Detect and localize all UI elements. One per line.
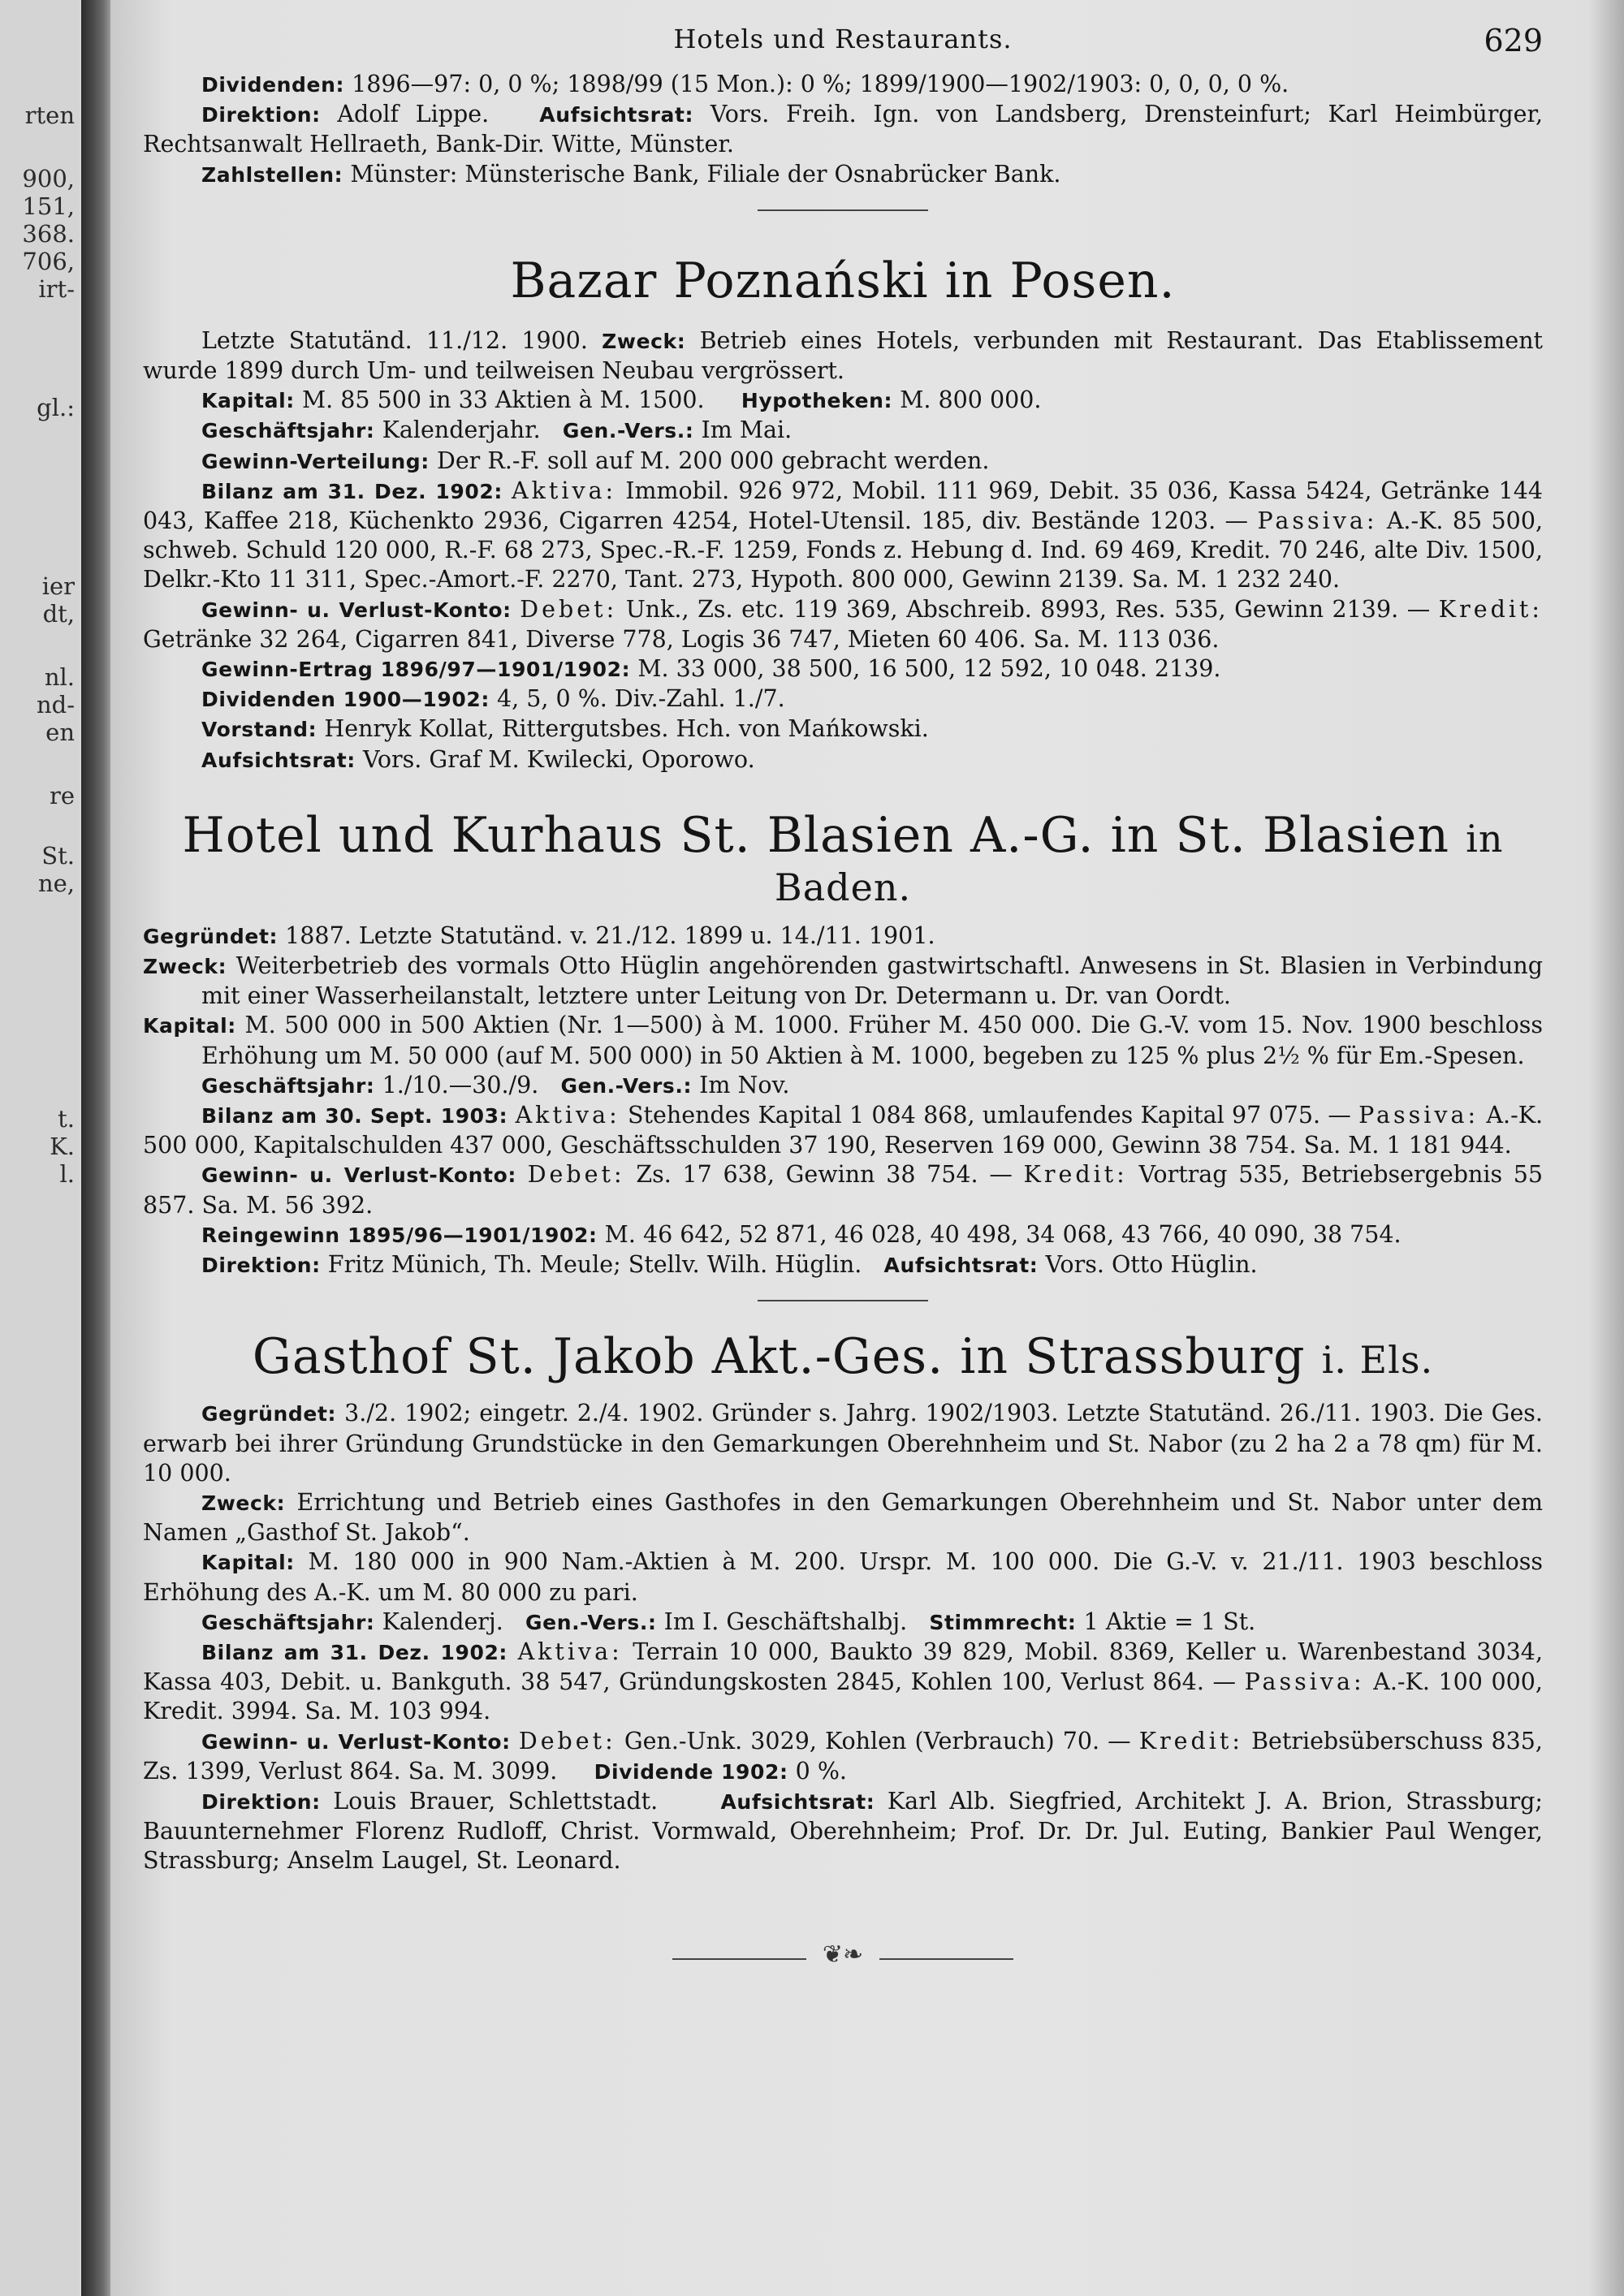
gewinn-verlust-konto (143, 595, 1543, 654)
value-passiva: A.-K. 500 000, Kapitalschulden 437 000, Geschäftsschulden 37 190, Reserven 169 000, Gewinn 38 754. Sa. M. 1 181 944. (143, 1102, 1544, 1159)
value-dividenden: 4, 5, 0 %. Div.-Zahl. 1./7. (497, 685, 785, 713)
ornament-line-left (672, 1958, 806, 1960)
book-gutter (81, 0, 110, 2296)
label-aufsichtsrat: Aufsichtsrat: (883, 1254, 1039, 1278)
label-direktion: Direktion: (201, 103, 321, 127)
value-kredit: Getränke 32 264, Cigarren 841, Diverse 778, Logis 36 747, Mieten 60 406. Sa. M. 113 036. (143, 625, 1220, 653)
value-zweck: Errichtung und Betrieb eines Gasthofes in den Gemarkungen Oberehnheim und St. Nabor unter dem Namen „Gasthof St. Jakob“. (143, 1488, 1544, 1547)
word-debet: Debet: (520, 595, 618, 623)
margin-fragment: ne, (37, 870, 75, 897)
margin-fragment: l. (59, 1160, 75, 1188)
word-kredit: Kredit: (1138, 1727, 1243, 1754)
section-divider (758, 1300, 928, 1301)
label-gewinn-ertrag: Gewinn-Ertrag 1896/97—1901/1902: (201, 658, 631, 682)
value-gegruendet: 3./2. 1902; eingetr. 2./4. 1902. Gründer s. Jahrg. 1902/1903. Letzte Statutänd. 26./11. 1903. Die Ges. erwarb bei ihrer Gründung Grundstücke in den Gemarkungen Oberehnheim und St. Nabor (zu 2 ha 2 a 78 qm) für M. 10 000. (143, 1400, 1543, 1487)
label-gegruendet: Gegründet: (201, 1402, 337, 1426)
label-geschaeftsjahr: Geschäftsjahr: (201, 419, 375, 443)
previous-page-strip (0, 0, 80, 2296)
value-aktiva: Immobil. 926 972, Mobil. 111 969, Debit. 35 036, Kassa 5424, Getränke 144 043, Kaffee 218, Küchenkto 2936, Cigarren 4254, Hotel-Utensil. 185, div. Bestände 1203. — (143, 477, 1544, 535)
label-geschaeftsjahr: Geschäftsjahr: (201, 1073, 375, 1098)
word-kredit: Kredit: (1438, 595, 1543, 623)
gewinn-verlust-konto (143, 1727, 1543, 1787)
value-aktiva: Stehendes Kapital 1 084 868, umlaufendes Kapital 97 075. — (628, 1102, 1351, 1129)
margin-fragment: 151, (22, 192, 75, 220)
vorstand (143, 714, 1543, 744)
margin-fragment: dt, (42, 600, 75, 628)
geschaeftsjahr-genvers (143, 416, 1543, 446)
label-genvers: Gen.-Vers.: (525, 1610, 657, 1634)
value-gewinnverteilung: Der R.-F. soll auf M. 200 000 gebracht werden. (436, 447, 990, 474)
value-zahlstellen: Münster: Münsterische Bank, Filiale der Osnabrücker Bank. (350, 160, 1061, 188)
bilanz (143, 1638, 1543, 1727)
label-aufsichtsrat: Aufsichtsrat: (720, 1789, 875, 1814)
value-direktion: Louis Brauer, Schlettstadt. (333, 1787, 659, 1815)
gegruendet (143, 1399, 1543, 1488)
entry-title: Bazar Poznański in Posen. (510, 252, 1176, 309)
value-statut: Letzte Statutänd. 11./12. 1900. (201, 326, 588, 354)
end-ornament (672, 1940, 1013, 1969)
entry-st-blasien (143, 806, 1544, 1301)
value-gewinn-ertrag: M. 33 000, 38 500, 16 500, 12 592, 10 048. 2139. (637, 655, 1221, 683)
value-kapital: M. 180 000 in 900 Nam.-Aktien à M. 200. Urspr. M. 100 000. Die G.-V. v. 21./11. 1903 beschloss Erhöhung des A.-K. um M. 80 000 zu pari. (143, 1548, 1543, 1606)
value-dividende: 0 %. (795, 1757, 847, 1785)
label-kapital: Kapital: (201, 389, 295, 413)
value-genvers: Im I. Geschäftshalbj. (663, 1608, 908, 1635)
value-hypotheken: M. 800 000. (900, 386, 1042, 414)
label-stimmrecht: Stimmrecht: (929, 1610, 1077, 1634)
value-dividenden: 1896—97: 0, 0 %; 1898/99 (15 Mon.): 0 %; 1899/1900—1902/1903: 0, 0, 0, 0 %. (352, 71, 1289, 97)
entry-title-main: Gasthof St. Jakob Akt.-Ges. in Strassburg (252, 1328, 1306, 1386)
entry-title-main: Hotel und Kurhaus St. Blasien A.-G. in St. Blasien (182, 806, 1450, 864)
label-vorstand: Vorstand: (201, 718, 317, 742)
value-reingewinn: M. 46 642, 52 871, 46 028, 40 498, 34 068, 43 766, 40 090, 38 754. (604, 1220, 1402, 1248)
margin-fragment: ier (41, 572, 75, 600)
label-direktion: Direktion: (201, 1789, 321, 1814)
gewinnverteilung (143, 447, 1543, 477)
label-dividende: Dividende 1902: (594, 1759, 788, 1784)
label-genvers: Gen.-Vers.: (560, 1073, 693, 1098)
label-gewinnverteilung: Gewinn-Verteilung: (201, 449, 430, 473)
value-kredit: Vortrag 535, Betriebsergebnis 55 857. Sa. M. 56 392. (143, 1161, 1544, 1219)
ornament-line-right (879, 1958, 1013, 1960)
value-direktion: Adolf Lippe. (337, 101, 490, 128)
value-passiva: A.-K. 85 500, schweb. Schuld 120 000, R.-F. 68 273, Spec.-R.-F. 1259, Fonds z. Hebung d. Ind. 69 469, Kredit. 70 246, alte Div. 1500, Delkr.-Kto 11 311, Spec.-Amort.-F. 2270, Tant. 273, Hypoth. 800 000, Gewinn 2139. Sa. M. 1 232 240. (143, 507, 1544, 593)
word-passiva: Passiva: (1257, 507, 1378, 535)
margin-fragment: t. (58, 1105, 75, 1133)
value-debet: Gen.-Unk. 3029, Kohlen (Verbrauch) 70. — (624, 1727, 1131, 1754)
margin-fragment: 900, (22, 165, 75, 192)
value-geschaeftsjahr: Kalenderjahr. (382, 416, 541, 444)
running-title: Hotels und Restaurants. (673, 24, 1013, 54)
label-zweck: Zweck: (602, 329, 686, 353)
label-aufsichtsrat: Aufsichtsrat: (539, 103, 694, 127)
margin-fragment: nd- (36, 691, 75, 719)
label-bilanz: Bilanz am 30. Sept. 1903: (201, 1104, 508, 1129)
value-zweck: Betrieb eines Hotels, verbunden mit Restaurant. Das Etablissement wurde 1899 durch Um- und teilweisen Neubau vergrössert. (143, 326, 1543, 385)
word-aktiva: Aktiva: (517, 1638, 623, 1665)
value-genvers: Im Nov. (699, 1071, 790, 1098)
margin-fragment: gl.: (37, 394, 75, 421)
entry-title (143, 1328, 1543, 1386)
entry-bazar-poznanski (143, 252, 1544, 775)
kapital-hypotheken (143, 386, 1543, 416)
margin-fragment: rten (24, 101, 75, 129)
value-zweck: Weiterbetrieb des vormals Otto Hüglin angehörenden gastwirtschaftl. Anwesens in St. Blasien in Verbindung mit einer Wasserheilanstalt, letztere unter Leitung von Dr. Determann u. Dr. van Oordt. (201, 952, 1544, 1010)
section-divider (758, 209, 928, 211)
value-debet: Zs. 17 638, Gewinn 38 754. — (636, 1161, 1013, 1189)
running-head (143, 24, 1543, 70)
kapital (143, 1547, 1543, 1607)
label-guv: Gewinn- u. Verlust-Konto: (201, 598, 512, 622)
zweck (143, 1488, 1543, 1547)
word-kredit: Kredit: (1023, 1161, 1128, 1189)
margin-fragment: en (45, 719, 75, 746)
page-edge-shadow (1588, 0, 1624, 2296)
reingewinn (143, 1220, 1543, 1250)
page-content (143, 24, 1543, 1969)
label-bilanz: Bilanz am 31. Dez. 1902: (201, 479, 503, 503)
margin-fragment: K. (50, 1133, 75, 1160)
bilanz (143, 477, 1543, 595)
word-debet: Debet: (518, 1727, 616, 1754)
value-kapital: M. 500 000 in 500 Aktien (Nr. 1—500) à M. 1000. Früher M. 450 000. Die G.-V. vom 15. Nov. 1900 beschloss Erhöhung um M. 50 000 (auf M. 500 000) in 50 Aktien à M. 1000, begeben zu 125 % plus 2½ % für Em.-Spesen. (201, 1012, 1544, 1069)
label-reingewinn: Reingewinn 1895/96—1901/1902: (201, 1223, 598, 1247)
label-hypotheken: Hypotheken: (741, 389, 893, 413)
value-stimmrecht: 1 Aktie = 1 St. (1083, 1608, 1256, 1635)
geschaeftsjahr-genvers-stimmrecht (143, 1608, 1543, 1638)
entry-gasthof-st-jakob (143, 1328, 1544, 1875)
entry-title-place: i. Els. (1321, 1338, 1434, 1383)
margin-fragment: 368. (22, 220, 75, 248)
margin-fragment: re (49, 782, 75, 809)
gewinn-ertrag (143, 654, 1543, 684)
margin-fragment: nl. (44, 663, 75, 691)
label-guv: Gewinn- u. Verlust-Konto: (201, 1163, 516, 1188)
word-aktiva: Aktiva: (515, 1102, 620, 1129)
entry-title-place: in Baden. (774, 816, 1504, 909)
gegruendet (143, 921, 1543, 952)
label-zahlstellen: Zahlstellen: (201, 162, 343, 187)
label-kapital: Kapital: (143, 1014, 236, 1038)
page-number: 629 (1484, 23, 1543, 58)
label-guv: Gewinn- u. Verlust-Konto: (201, 1729, 511, 1754)
direktion-aufsichtsrat (143, 1250, 1543, 1280)
label-bilanz: Bilanz am 31. Dez. 1902: (201, 1640, 508, 1664)
value-aktiva: Terrain 10 000, Baukto 39 829, Mobil. 8369, Keller u. Warenbestand 3034, Kassa 403, Debit. u. Bankguth. 38 547, Gründungskosten 2845, Kohlen 100, Verlust 864. — (143, 1638, 1543, 1696)
fleuron-icon: ❦❧ (822, 1940, 864, 1969)
word-debet: Debet: (527, 1161, 625, 1189)
value-aufsichtsrat: Vors. Otto Hüglin. (1045, 1251, 1258, 1279)
value-genvers: Im Mai. (701, 416, 793, 444)
value-aufsichtsrat: Karl Alb. Siegfried, Architekt J. A. Brion, Strassburg; Bauunternehmer Florenz Rudloff, Christ. Vormwald, Oberehnheim; Prof. Dr. Dr. Jul. Euting, Bankier Paul Wenger, Strassburg; Anselm Laugel, St. Leonard. (143, 1787, 1544, 1875)
aufsichtsrat (143, 745, 1543, 775)
value-kredit: Betriebsüberschuss 835, Zs. 1399, Verlust 864. Sa. M. 3099. (143, 1727, 1543, 1785)
label-kapital: Kapital: (201, 1551, 295, 1575)
value-geschaeftsjahr: 1./10.—30./9. (382, 1071, 539, 1098)
value-aufsichtsrat: Vors. Graf M. Kwilecki, Oporowo. (362, 745, 755, 773)
statut-zweck (143, 326, 1543, 386)
entry-title (143, 806, 1543, 909)
zweck (143, 952, 1543, 1011)
value-geschaeftsjahr: Kalenderj. (382, 1608, 503, 1635)
page (110, 0, 1624, 2296)
value-passiva: A.-K. 100 000, Kredit. 3994. Sa. M. 103 994. (143, 1668, 1543, 1725)
word-aktiva: Aktiva: (512, 477, 617, 504)
margin-fragment: St. (41, 842, 75, 870)
value-debet: Unk., Zs. etc. 119 369, Abschreib. 8993, Res. 535, Gewinn 2139. — (625, 595, 1431, 623)
entry-previous (143, 70, 1543, 211)
label-zweck: Zweck: (143, 955, 227, 979)
dividenden (143, 684, 1543, 714)
geschaeftsjahr-genvers (143, 1071, 1543, 1101)
margin-fragment: irt- (38, 275, 75, 303)
prev-direktion-aufsichtsrat (143, 100, 1543, 159)
label-aufsichtsrat: Aufsichtsrat: (201, 748, 356, 772)
gewinn-verlust-konto (143, 1160, 1543, 1219)
label-geschaeftsjahr: Geschäftsjahr: (201, 1610, 375, 1634)
direktion-aufsichtsrat (143, 1787, 1543, 1876)
label-dividenden: Dividenden 1900—1902: (201, 688, 490, 712)
value-direktion: Fritz Münich, Th. Meule; Stellv. Wilh. Hüglin. (327, 1251, 862, 1279)
prev-zahlstellen (143, 160, 1543, 190)
word-passiva: Passiva: (1358, 1102, 1479, 1129)
value-aufsichtsrat: Vors. Freih. Ign. von Landsberg, Drensteinfurt; Karl Heimbürger, Rechtsanwalt Hellraeth, Bank-Dir. Witte, Münster. (143, 101, 1543, 158)
margin-fragment: 706, (22, 248, 75, 275)
value-kapital: M. 85 500 in 33 Aktien à M. 1500. (301, 386, 705, 414)
label-dividenden: Dividenden: (201, 73, 345, 97)
label-direktion: Direktion: (201, 1254, 321, 1278)
value-gegruendet: 1887. Letzte Statutänd. v. 21./12. 1899 u. 14./11. 1901. (285, 921, 935, 949)
prev-dividenden (143, 70, 1543, 100)
label-gegruendet: Gegründet: (143, 924, 279, 948)
kapital (143, 1011, 1543, 1070)
word-passiva: Passiva: (1244, 1668, 1365, 1696)
value-vorstand: Henryk Kollat, Rittergutsbes. Hch. von Mańkowski. (324, 715, 929, 743)
label-genvers: Gen.-Vers.: (562, 419, 694, 443)
bilanz (143, 1101, 1543, 1160)
label-zweck: Zweck: (201, 1491, 286, 1515)
